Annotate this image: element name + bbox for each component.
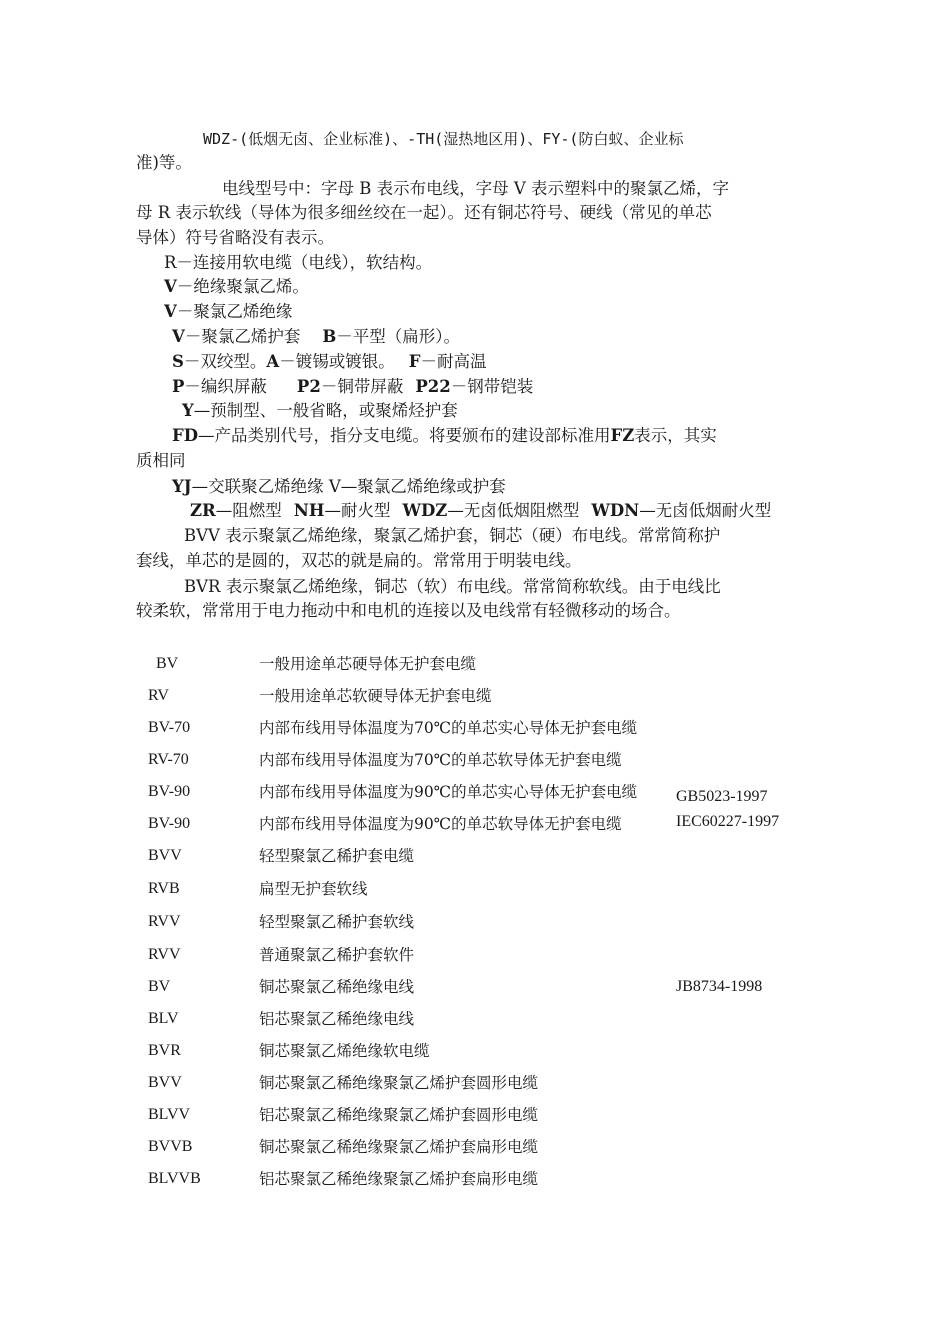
table-cell-code: BV-90 bbox=[148, 815, 191, 832]
para-line bbox=[172, 476, 506, 498]
para-line bbox=[164, 276, 309, 298]
table-cell-desc: 内部布线用导体温度为90℃的单芯软导体无护套电缆 bbox=[259, 815, 622, 833]
table-cell-desc: 轻型聚氯乙稀护套电缆 bbox=[259, 847, 415, 865]
table-cell-desc: 轻型聚氯乙稀护套软线 bbox=[259, 913, 415, 931]
para-line: 母 R 表示软线（导体为很多细丝绞在一起）。还有铜芯符号、硬线（常见的单芯 bbox=[136, 203, 712, 222]
table-cell-code: BV bbox=[148, 978, 171, 995]
code-desc: —产品类别代号，指分支电缆。将要颁布的建设部标准用 bbox=[198, 426, 611, 445]
code-label: Y bbox=[182, 401, 194, 420]
table-cell-desc: 一般用途单芯硬导体无护套电缆 bbox=[259, 655, 477, 673]
table-cell-standard: GB5023-1997 bbox=[676, 788, 768, 805]
code-label: ZR bbox=[190, 501, 216, 520]
code-label: V bbox=[164, 277, 177, 296]
code-desc: —交联聚乙烯绝缘 V—聚氯乙烯绝缘或护套 bbox=[191, 477, 506, 496]
table-cell-code: BVR bbox=[148, 1042, 181, 1059]
table-cell-desc: 铝芯聚氯乙稀绝缘聚氯乙烯护套扁形电缆 bbox=[259, 1170, 539, 1188]
code-desc: 表示，其实 bbox=[634, 426, 717, 445]
code-desc: －绝缘聚氯乙烯。 bbox=[176, 277, 309, 296]
code-label: V bbox=[164, 302, 177, 321]
para-line bbox=[172, 351, 486, 373]
code-label: YJ bbox=[172, 477, 192, 496]
table-cell-code: BLVVB bbox=[148, 1170, 201, 1187]
code-desc: —预制型、一般省略，或聚烯烃护套 bbox=[193, 401, 458, 420]
code-desc: －编织屏蔽 bbox=[184, 377, 267, 396]
para-line: BVR 表示聚氯乙烯绝缘，铜芯（软）布电线。常常简称软线。由于电线比 bbox=[184, 577, 721, 596]
table-cell-desc: 一般用途单芯软硬导体无护套电缆 bbox=[259, 687, 492, 705]
para-line: R－连接用软电缆（电线），软结构。 bbox=[164, 253, 433, 272]
table-cell-desc: 铝芯聚氯乙稀绝缘聚氯乙烯护套圆形电缆 bbox=[259, 1106, 539, 1124]
code-label: V bbox=[172, 327, 185, 346]
table-cell-code: BLV bbox=[148, 1010, 179, 1027]
para-line bbox=[182, 400, 458, 422]
code-label: WDN bbox=[591, 501, 640, 520]
table-cell-desc: 内部布线用导体温度为70℃的单芯实心导体无护套电缆 bbox=[259, 719, 638, 737]
code-label: P bbox=[172, 377, 185, 396]
table-cell-code: BVVB bbox=[148, 1138, 193, 1155]
table-cell-desc: 铜芯聚氯乙稀绝缘聚氯乙烯护套扁形电缆 bbox=[259, 1138, 539, 1156]
para-line bbox=[172, 326, 460, 348]
para-line: WDZ-(低烟无卤、企业标准)、-TH(湿热地区用)、FY-(防白蚁、企业标 bbox=[203, 130, 684, 148]
code-desc: —阻燃型 bbox=[215, 501, 282, 520]
code-label: P2 bbox=[296, 377, 321, 396]
code-label: FZ bbox=[610, 426, 635, 445]
table-cell-code: BV bbox=[156, 655, 179, 672]
table-cell-code: RVB bbox=[148, 880, 180, 897]
para-line: 较柔软，常常用于电力拖动中和电机的连接以及电线常有轻微移动的场合。 bbox=[136, 601, 681, 620]
code-label: S bbox=[172, 352, 184, 371]
table-cell-desc: 内部布线用导体温度为90℃的单芯实心导体无护套电缆 bbox=[259, 783, 638, 801]
table-cell-standard: JB8734-1998 bbox=[676, 978, 763, 995]
para-line: 准)等。 bbox=[136, 153, 192, 172]
para-line: 质相同 bbox=[136, 451, 186, 470]
table-cell-desc: 普通聚氯乙稀护套软件 bbox=[259, 946, 415, 964]
table-cell-code: RV-70 bbox=[148, 751, 189, 768]
para-line: BVV 表示聚氯乙烯绝缘，聚氯乙烯护套，铜芯（硬）布电线。常常简称护 bbox=[184, 526, 721, 545]
table-cell-desc: 铜芯聚氯乙烯绝缘软电缆 bbox=[259, 1042, 430, 1060]
para-line: 套线，单芯的是圆的，双芯的就是扁的。常常用于明装电线。 bbox=[136, 551, 582, 570]
code-desc: －双绞型。 bbox=[183, 352, 267, 371]
table-cell-code: RVV bbox=[148, 946, 181, 963]
code-desc: －平型（扁形）。 bbox=[336, 327, 461, 346]
code-desc: －聚氯乙烯护套 bbox=[184, 327, 301, 346]
code-label: FD bbox=[172, 426, 199, 445]
para-line bbox=[190, 500, 771, 522]
table-cell-desc: 铝芯聚氯乙稀绝缘电线 bbox=[259, 1010, 415, 1028]
code-desc: —无卤低烟耐火型 bbox=[639, 501, 772, 520]
table-cell-code: BVV bbox=[148, 1074, 182, 1091]
table-cell-desc: 扁型无护套软线 bbox=[259, 880, 368, 898]
code-label: A bbox=[266, 352, 280, 371]
table-cell-desc: 铜芯聚氯乙稀绝缘聚氯乙烯护套圆形电缆 bbox=[259, 1074, 539, 1092]
code-desc: －铜带屏蔽 bbox=[320, 377, 404, 396]
para-line bbox=[172, 425, 717, 447]
table-cell-code: RVV bbox=[148, 913, 181, 930]
code-label: B bbox=[322, 327, 337, 346]
code-label: NH bbox=[293, 501, 325, 520]
table-cell-desc: 铜芯聚氯乙稀绝缘电线 bbox=[259, 978, 415, 996]
code-desc: －钢带铠装 bbox=[450, 377, 534, 396]
table-cell-desc: 内部布线用导体温度为70℃的单芯软导体无护套电缆 bbox=[259, 751, 622, 769]
code-desc: —耐火型 bbox=[324, 501, 391, 520]
code-desc: —无卤低烟阻燃型 bbox=[447, 501, 580, 520]
code-desc: －耐高温 bbox=[420, 352, 487, 371]
para-line bbox=[172, 376, 533, 398]
table-cell-code: RV bbox=[148, 687, 169, 704]
code-desc: －聚氯乙烯绝缘 bbox=[176, 302, 293, 321]
para-line: 导体）符号省略没有表示。 bbox=[136, 228, 334, 247]
table-cell-code: BLVV bbox=[148, 1106, 191, 1123]
code-label: WDZ bbox=[402, 501, 448, 520]
code-label: P22 bbox=[415, 377, 451, 396]
code-label: F bbox=[408, 352, 421, 371]
table-cell-code: BVV bbox=[148, 847, 182, 864]
code-desc: －镀锡或镀银。 bbox=[279, 352, 395, 371]
para-line: 电线型号中：字母 B 表示布电线，字母 V 表示塑料中的聚氯乙烯，字 bbox=[222, 179, 730, 198]
table-cell-standard: IEC60227-1997 bbox=[676, 813, 780, 830]
table-cell-code: BV-70 bbox=[148, 719, 191, 736]
table-cell-code: BV-90 bbox=[148, 783, 191, 800]
para-line bbox=[164, 301, 292, 323]
